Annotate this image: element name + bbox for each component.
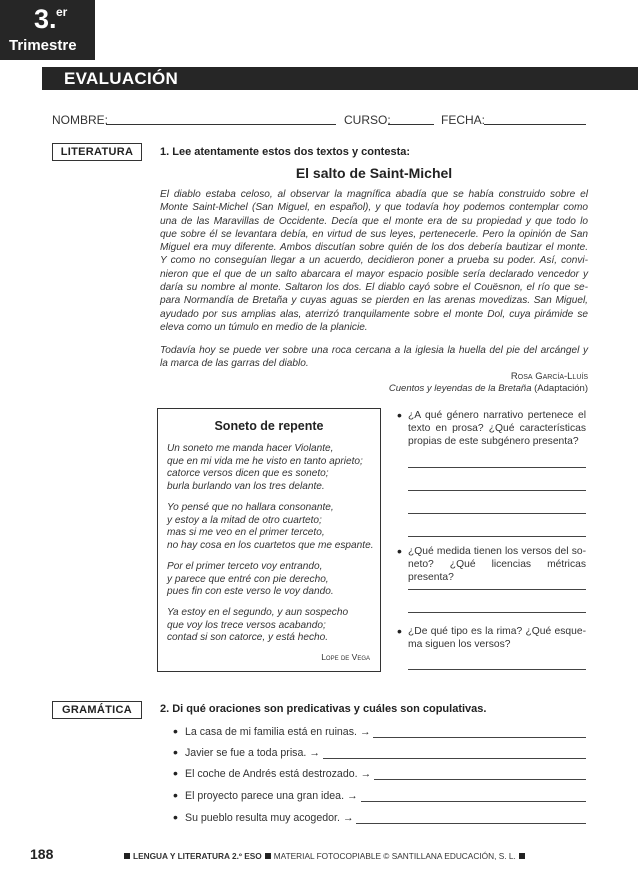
bullet-icon: • (173, 744, 178, 760)
trimester-label: Trimestre (9, 37, 77, 54)
grammar-sentence: Javier se fue a toda prisa. → (185, 747, 320, 759)
answer-line[interactable] (408, 612, 586, 613)
grammar-answer-line[interactable] (373, 737, 586, 738)
story-line: daría su nombre al monte. Saltaron los dos. El diablo cayó sobre el Couësnon, el río que se- (160, 282, 588, 294)
question-1: 1. Lee atentamente estos dos textos y contesta: (160, 146, 411, 158)
sonnet-verse: no hay cosa en los cuartetos que me espante. (167, 539, 374, 551)
grammar-answer-line[interactable] (323, 758, 586, 759)
name-label: NOMBRE: (52, 113, 109, 127)
story-paragraph-2 (160, 344, 588, 371)
literatura-tag: LITERATURA (52, 143, 142, 161)
evaluation-bar (42, 67, 638, 90)
story-line: El diablo estaba celoso, al observar la magnífica abadía que se había construido sobre el (160, 189, 588, 200)
sonnet-verse: que en mi vida me he visto en tanto aprieto; (167, 455, 363, 467)
grammar-sentence: La casa de mi familia está en ruinas. → (185, 726, 371, 738)
footer-book: LENGUA Y LITERATURA 2.º ESO (133, 851, 262, 861)
question-line: ¿A qué género narrativo pertenece el (408, 410, 586, 421)
story-source: Cuentos y leyendas de la Bretaña (388, 383, 532, 394)
answer-line[interactable] (408, 589, 586, 590)
grammar-answer-line[interactable] (361, 801, 586, 802)
story-line: que sobre él se levantara debía, en virtud de sus leyes, pertenecerle. Pero la opinión de San (160, 228, 588, 240)
sonnet-verse: y estoy a la mitad de otro cuarteto; (167, 514, 322, 526)
question-line: ma siguen los versos? (408, 638, 511, 650)
story-line: Monte Saint-Michel (San Miguel, en español), y que todavía hoy podemos contemplar como (160, 202, 588, 214)
course-label: CURSO: (344, 113, 391, 127)
story-line: una de las Maravillas de Occidente. Decía que el monte era de su propiedad y que todo lo (160, 215, 588, 227)
grammar-answer-line[interactable] (374, 779, 586, 780)
sonnet-verse: pues fin con este verso le voy dando. (167, 586, 334, 598)
grammar-sentence: El coche de Andrés está destrozado. → (185, 768, 372, 780)
bullet-icon: • (397, 407, 402, 423)
sonnet-stanza (167, 502, 374, 552)
sonnet-verse: que voy los trece versos acabando; (167, 619, 326, 631)
footer-copyright: MATERIAL FOTOCOPIABLE © SANTILLANA EDUCACIÓN, S. L. (273, 851, 516, 861)
story-line: Y como no conseguían llegar a un acuerdo, decidieron poner a prueba su poder. Así, convi- (160, 255, 588, 267)
story-line: eleva como un túmulo en medio de la planicie. (160, 321, 368, 333)
story-line: Miguel era muy diferente. Ambos discutían sobre quién de los dos debería bautizar el monte. (160, 242, 588, 254)
sonnet-verse: y parece que entré con pie derecho, (167, 573, 329, 585)
grammar-sentence: El proyecto parece una gran idea. → (185, 790, 358, 802)
answer-line[interactable] (408, 536, 586, 537)
bullet-icon: • (397, 623, 402, 639)
sonnet-verse: Un soneto me manda hacer Violante, (167, 443, 334, 454)
question-line: neto? ¿Qué licencias métricas presenta? (408, 558, 586, 583)
question-2: 2. Di qué oraciones son predicativas y cuáles son copulativas. (160, 703, 487, 715)
date-label: FECHA: (441, 113, 486, 127)
sonnet-verse: contad si son catorce, y está hecho. (167, 632, 329, 644)
sonnet-verse: Por el primer terceto voy entrando, (167, 561, 323, 572)
page-number: 188 (30, 846, 54, 862)
answer-line[interactable] (408, 467, 586, 468)
footer (121, 851, 528, 861)
sonnet-box (157, 408, 381, 672)
sonnet-verse: catorce versos dicen que es soneto; (167, 468, 329, 480)
story-title: El salto de Saint-Michel (295, 165, 453, 181)
sonnet-stanza (167, 561, 334, 599)
square-bullet-icon (519, 853, 525, 859)
question-line: propias de este subgénero presenta? (408, 435, 579, 447)
answer-line[interactable] (408, 490, 586, 491)
story-line: para Normandía de Bretaña y cuyas aguas se pierden en las arenas movedizas. San Miguel, (160, 295, 588, 307)
question-line: texto en prosa? ¿Qué características (408, 422, 586, 434)
section-title: EVALUACIÓN (64, 69, 179, 88)
sonnet-author: Lope de Vega (321, 652, 370, 662)
course-field[interactable] (388, 124, 434, 125)
literature-question (408, 626, 586, 652)
story-paragraph-1 (160, 188, 588, 334)
sonnet-verse: Ya estoy en el segundo, y aun sospecho (167, 607, 349, 618)
question-line: ¿Qué medida tienen los versos del so- (408, 546, 586, 557)
sonnet-stanza (167, 443, 363, 493)
literature-question (408, 410, 586, 448)
sonnet-verse: burla burlando van los tres delante. (167, 480, 325, 492)
grammar-sentence: Su pueblo resulta muy acogedor. → (185, 812, 354, 824)
bullet-icon: • (173, 723, 178, 739)
story-line: nieron que el que de un salto abarcara el mayor espacio posible sería declarado vencedor y (160, 268, 588, 280)
trimester-tab (0, 0, 95, 60)
grammar-answer-line[interactable] (356, 823, 586, 824)
gramatica-tag: GRAMÁTICA (52, 701, 142, 719)
sonnet-verse: mas si me veo en el primer terceto, (167, 527, 325, 539)
question-line: ¿De qué tipo es la rima? ¿Qué esque- (408, 626, 586, 637)
bullet-icon: • (173, 809, 178, 825)
story-source-line (300, 383, 588, 394)
sonnet-stanza (167, 607, 348, 645)
story-author: Rosa García-Lluís (510, 371, 588, 382)
answer-line[interactable] (408, 513, 586, 514)
answer-line[interactable] (408, 669, 586, 670)
trimester-number: 3. (34, 4, 57, 34)
literature-question (408, 546, 586, 584)
story-line: ayudado por sus amplias alas, aterrizó tranquilamente sobre el monte Dol, cuya pirámide se (160, 308, 588, 320)
date-field[interactable] (484, 124, 586, 125)
sonnet-verse: Yo pensé que no hallara consonante, (167, 502, 334, 513)
bullet-icon: • (173, 765, 178, 781)
sonnet-title: Soneto de repente (214, 419, 324, 433)
trimester-superscript: er (56, 5, 68, 19)
square-bullet-icon (124, 853, 130, 859)
square-bullet-icon (265, 853, 271, 859)
story-source-note: (Adaptación) (534, 383, 588, 394)
bullet-icon: • (173, 787, 178, 803)
story-line: la marca de las garras del diablo. (160, 358, 309, 370)
story-line: Todavía hoy se puede ver sobre una roca cercana a la iglesia la huella del pie del arcángel y (160, 345, 588, 356)
bullet-icon: • (397, 543, 402, 559)
name-field[interactable] (106, 124, 336, 125)
